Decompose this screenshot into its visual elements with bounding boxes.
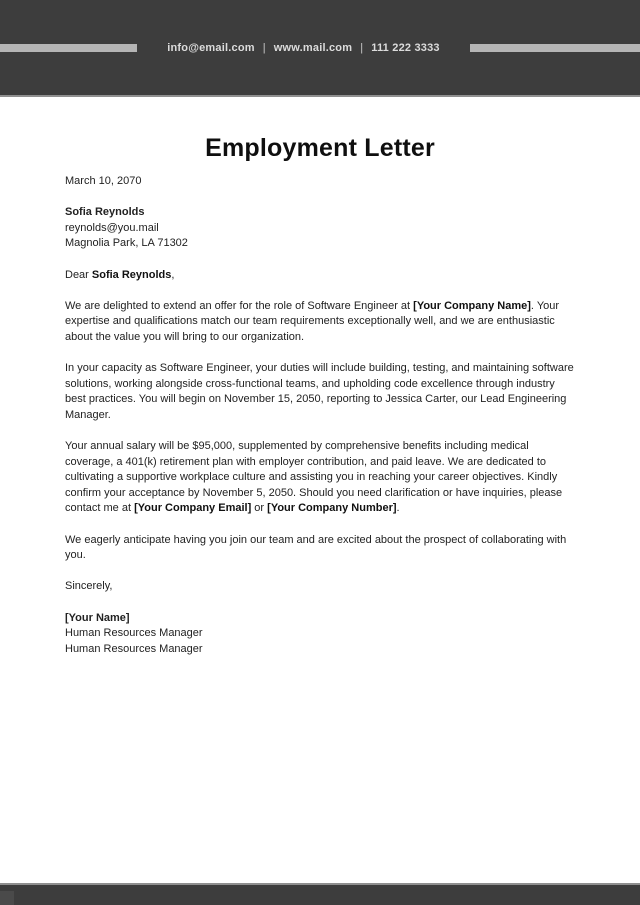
paragraph-salary-text: Your annual salary will be $95,000, supplemented by comprehensive benefits including medical coverage, a 401(k) retirement plan with employer contribution, and paid leave. We are dedicated to cultivating a supportive workplace culture and assisting you in reaching your career objectives. Kindly confirm your acceptance by November 5, 2050. Should you need clarification or have inquiries, please contact me at — [65, 440, 563, 515]
paragraph-salary-text: or — [251, 502, 268, 515]
paragraph-salary-text: . — [396, 502, 400, 515]
paragraph-offer-text: We are delighted to extend an offer for the role of Software Engineer at — [65, 299, 414, 312]
contact-info — [137, 42, 470, 54]
paragraph-offer-text: . Your expertise and qualifications match our team requirements exceptionally well, and we are enthusiastic about the value you will bring to our organization. — [65, 299, 560, 343]
salutation-suffix: , — [171, 268, 175, 281]
footer-accent — [0, 891, 14, 905]
salutation — [65, 268, 575, 284]
paragraph-salary — [65, 439, 575, 517]
salutation-prefix: Dear — [65, 268, 92, 281]
recipient-block — [65, 205, 575, 252]
letter-date: March 10, 2070 — [65, 175, 142, 187]
letterhead-row — [0, 42, 640, 54]
salutation-name: Sofia Reynolds — [91, 268, 172, 281]
contact-separator: | — [262, 41, 266, 54]
contact-website: www.mail.com — [273, 41, 353, 54]
paragraph-welcome: We eagerly anticipate having you join our team and are excited about the prospect of collaborating with you. — [65, 533, 567, 562]
company-name-placeholder: [Your Company Name] — [413, 299, 531, 312]
recipient-name: Sofia Reynolds — [65, 206, 145, 219]
recipient-address: Magnolia Park, LA 71302 — [65, 237, 188, 250]
closing: Sincerely, — [65, 580, 113, 593]
contact-email: info@email.com — [167, 41, 255, 54]
signature-name: [Your Name] — [65, 611, 130, 624]
signature-title: Human Resources Manager — [65, 627, 203, 640]
footer-band — [0, 883, 640, 905]
company-number-placeholder: [Your Company Number] — [267, 502, 397, 515]
contact-separator: | — [360, 41, 364, 54]
signature-title: Human Resources Manager — [65, 642, 203, 655]
paragraph-duties: In your capacity as Software Engineer, your duties will include building, testing, and maintaining software solutions, working alongside cross-functional teams, and upholding code excellence through industry best practices. You will begin on November 15, 2050, reporting to Jessica Carter, our Lead Engineering Manager. — [65, 362, 574, 421]
page-title: Employment Letter — [205, 134, 435, 162]
paragraph-offer — [65, 299, 575, 346]
contact-phone: 111 222 3333 — [371, 41, 440, 54]
company-email-placeholder: [Your Company Email] — [134, 502, 252, 515]
decorative-bar-left — [0, 44, 137, 52]
letterhead — [0, 0, 640, 97]
decorative-bar-right — [470, 44, 640, 52]
letter-body — [0, 97, 640, 657]
recipient-email: reynolds@you.mail — [65, 221, 159, 234]
signature-block — [65, 611, 575, 658]
